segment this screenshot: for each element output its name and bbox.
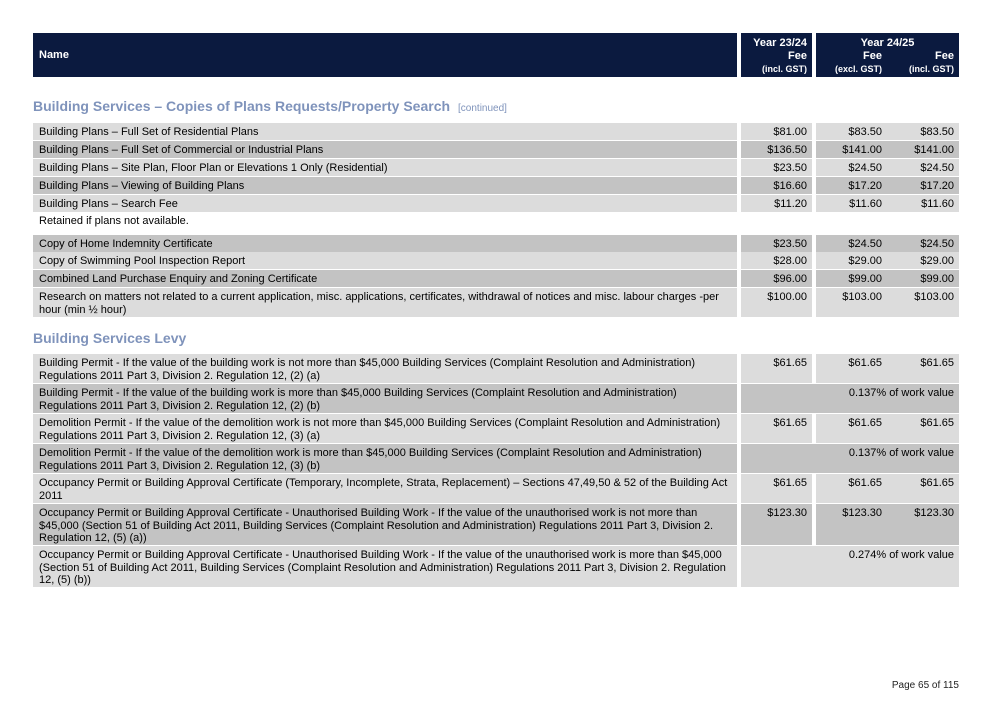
table-row [33,414,959,443]
fee-incl: $24.50 [920,162,954,174]
section-title-copies-of-plans [33,98,507,114]
note-text: Retained if plans not available. [33,212,737,229]
row-name: Building Permit - If the value of the building work is more than $45,000 Building Services (Complaint Resolution and Administration) Regulations 2011 Part 3, Division 2. Regulation 12, (2) (b) [33,384,737,413]
fee-2324: $11.20 [741,195,812,212]
table-row [33,252,959,269]
fee-excl: $141.00 [842,144,882,156]
fee-excl: $29.00 [848,255,882,267]
table-row [33,546,959,587]
header-fee-incl: Fee [935,50,954,62]
row-name: Demolition Permit - If the value of the demolition work is not more than $45,000 Building Services (Complaint Resolution and Administration) Regulations 2011 Part 3, Division 2. Regulation 12, (3) (a) [33,414,737,443]
fee-incl: $24.50 [920,238,954,250]
fee-2324: $123.30 [741,504,812,545]
fee-excl: $61.65 [848,477,882,489]
table-row-note [33,212,959,229]
row-name: Occupancy Permit or Building Approval Certificate - Unauthorised Building Work - If the value of the unauthorised work is not more than $45,000 (Section 51 of Building Act 2011, Building Services (Complaint Resolution and Administration) Regulations 2011 Part 3, Division 2. Regulation 12, (5) (a)) [33,504,737,545]
continued-label: [continued] [458,103,507,114]
percent-fee: 0.137% of work value [741,444,959,473]
fee-2324: $28.00 [741,252,812,269]
fee-2324: $100.00 [741,288,812,317]
fee-excl: $99.00 [848,273,882,285]
fee-2324: $81.00 [741,123,812,140]
table-row [33,504,959,545]
table-row [33,270,959,287]
fee-excl: $24.50 [848,238,882,250]
table-row [33,474,959,503]
fee-incl: $29.00 [920,255,954,267]
row-name: Combined Land Purchase Enquiry and Zoning Certificate [33,270,737,287]
row-name: Building Permit - If the value of the building work is not more than $45,000 Building Services (Complaint Resolution and Administration) Regulations 2011 Part 3, Division 2. Regulation 12, (2) (a) [33,354,737,383]
row-name: Demolition Permit - If the value of the demolition work is more than $45,000 Building Services (Complaint Resolution and Administration) Regulations 2011 Part 3, Division 2. Regulation 12, (3) (b) [33,444,737,473]
percent-fee: 0.274% of work value [741,546,959,587]
row-name: Building Plans – Search Fee [33,195,737,212]
section-title-levy: Building Services Levy [33,330,187,346]
fee-2324: $23.50 [741,235,812,252]
header-year-2324-label: Year 23/24 [753,37,807,49]
header-gst-excl: (excl. GST) [834,64,882,74]
row-name: Copy of Swimming Pool Inspection Report [33,252,737,269]
row-name: Building Plans – Site Plan, Floor Plan or Elevations 1 Only (Residential) [33,159,737,176]
fee-excl: $24.50 [848,162,882,174]
row-name: Copy of Home Indemnity Certificate [33,235,737,252]
fee-incl: $11.60 [921,198,954,210]
fee-2324: $61.65 [741,354,812,383]
table-row [33,354,959,383]
fee-excl: $61.65 [848,417,882,429]
fee-2324: $61.65 [741,414,812,443]
fee-2324: $23.50 [741,159,812,176]
table-row [33,384,959,413]
fee-excl: $83.50 [848,126,882,138]
fee-incl: $83.50 [920,126,954,138]
fee-incl: $123.30 [914,507,954,519]
fee-excl: $123.30 [842,507,882,519]
fee-incl: $141.00 [914,144,954,156]
header-year-2324 [741,33,812,77]
table-row [33,159,959,176]
table-header [33,33,959,77]
fee-incl: $61.65 [920,417,954,429]
row-name: Building Plans – Full Set of Commercial or Industrial Plans [33,141,737,158]
fee-excl: $11.60 [849,198,882,210]
fee-incl: $61.65 [920,477,954,489]
header-year-2425 [816,33,959,77]
page-number: Page 65 of 115 [891,680,959,691]
fee-incl: $17.20 [920,180,954,192]
header-gst-incl: (incl. GST) [909,64,954,74]
row-name: Research on matters not related to a current application, misc. applications, certificates, withdrawal of notices and misc. labour charges -per hour (min ½ hour) [33,288,737,317]
fee-excl: $17.20 [848,180,882,192]
table-row [33,288,959,317]
header-name: Name [33,33,737,77]
header-fee-excl: Fee [863,50,882,62]
table-row [33,177,959,194]
fee-excl: $103.00 [842,291,882,303]
fee-2324: $96.00 [741,270,812,287]
table-row [33,444,959,473]
fee-incl: $99.00 [920,273,954,285]
header-year-2425-label: Year 24/25 [860,37,915,49]
table-row [33,141,959,158]
row-name: Occupancy Permit or Building Approval Certificate - Unauthorised Building Work - If the value of the unauthorised work is more than $45,000 (Section 51 of Building Act 2011, Building Services (Complaint Resolution and Administration) Regulations 2011 Part 3, Division 2. Regulation 12, (5) (b)) [33,546,737,587]
percent-fee: 0.137% of work value [741,384,959,413]
fee-incl: $61.65 [920,357,954,369]
fee-2324: $16.60 [741,177,812,194]
header-gst-2324: (incl. GST) [762,64,807,74]
fee-2324: $136.50 [741,141,812,158]
table-row [33,123,959,140]
fee-incl: $103.00 [914,291,954,303]
header-fee-2324: Fee [788,50,807,62]
fee-excl: $61.65 [848,357,882,369]
table-row [33,235,959,252]
section-title-text: Building Services – Copies of Plans Requests/Property Search [33,98,451,114]
row-name: Occupancy Permit or Building Approval Certificate (Temporary, Incomplete, Strata, Replacement) – Sections 47,49,50 & 52 of the Building Act 2011 [33,474,737,503]
fee-2324: $61.65 [741,474,812,503]
table-row [33,195,959,212]
row-name: Building Plans – Viewing of Building Plans [33,177,737,194]
row-name: Building Plans – Full Set of Residential Plans [33,123,737,140]
